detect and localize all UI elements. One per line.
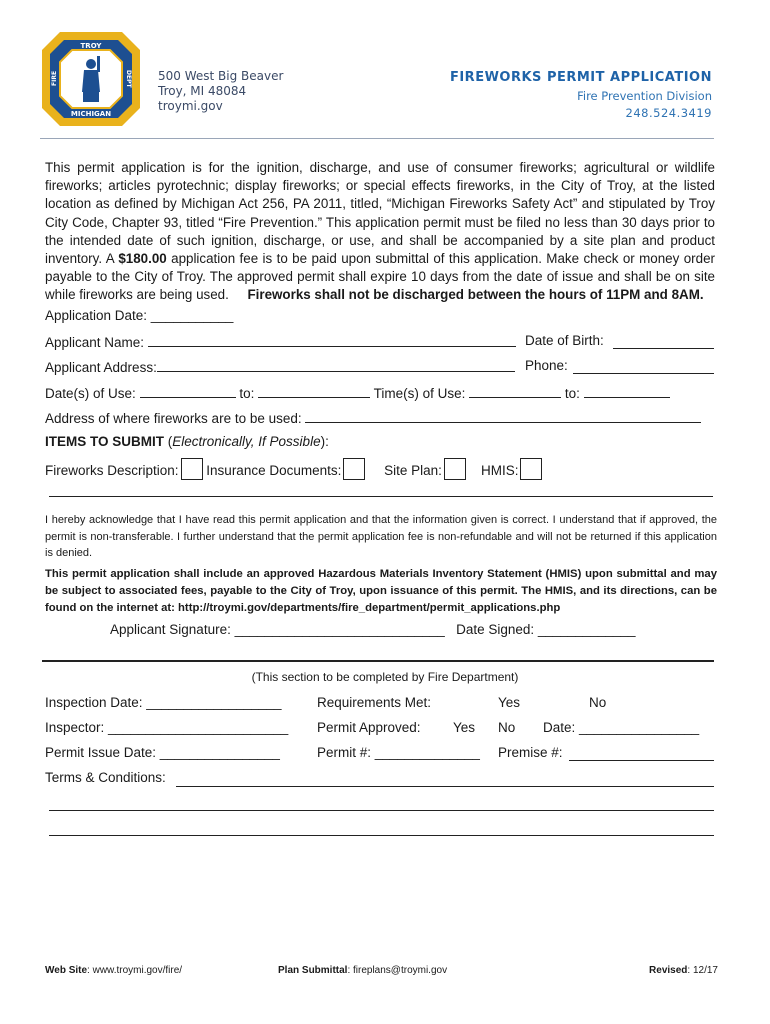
- phone-field[interactable]: [573, 360, 714, 374]
- intro-text-2: application fee is to be paid upon submittal of this application. Make check or money order payable to the City of Troy. The approved permit shall expire 10 days from the date of issue and shall be on site while fireworks are being used.: [45, 251, 715, 303]
- terms-line-3[interactable]: [49, 835, 714, 836]
- fireworks-description-checkbox[interactable]: [181, 458, 203, 480]
- intro-text-1: This permit application is for the ignition, discharge, and use of consumer fireworks; agricultural or wildlife fireworks; articles pyrotechnic; display fireworks; or special effects fireworks, in the City of Troy, at the listed location as defined by Michigan Act 256, PA 2011, titled, “Michigan Fireworks Safety Act” and stipulated by Troy City Code, Chapter 93, titled “Fire Prevention.” This application permit must be filed no less than 30 days prior to the intended date of such ignition, discharge, or use, and shall be accompanied by a site plan and product inventory. A: [45, 160, 715, 267]
- badge-figure-body: [82, 70, 100, 92]
- applicant-name-row: [45, 333, 715, 350]
- hmis-requirement-note: This permit application shall include an approved Hazardous Materials Inventory Statement (HMIS) upon submittal and may be subject to associated fees, payable to the City of Troy, upon issuance of this permit. The HMIS, and its directions, can be found on the internet at: http://troymi.gov/departments/fire_department/permit_applications.php: [45, 568, 717, 614]
- footer-revised: [649, 965, 718, 976]
- header-divider: [40, 138, 714, 139]
- items-to-submit-heading: [45, 434, 329, 449]
- applicant-address-field[interactable]: [157, 358, 515, 372]
- footer-plan-label: Plan Submittal: [278, 965, 348, 976]
- footer-website-label: Web Site: [45, 965, 88, 976]
- applicant-name-field[interactable]: [148, 333, 516, 347]
- insurance-documents-checkbox[interactable]: [343, 458, 365, 480]
- items-paren-open: (: [164, 434, 173, 449]
- permit-approved-no[interactable]: No: [498, 720, 516, 735]
- dates-of-use-label: Date(s) of Use:: [45, 386, 136, 401]
- time-of-use-end-field[interactable]: [584, 384, 670, 398]
- application-date-label: Application Date: ___________: [45, 308, 234, 323]
- approval-date-field[interactable]: Date: ________________: [543, 720, 700, 735]
- date-of-birth-label: Date of Birth:: [525, 333, 604, 348]
- footer-revised-label: Revised: [649, 965, 688, 976]
- permit-approved-yes[interactable]: Yes: [453, 720, 476, 735]
- address-of-use-row: [45, 409, 715, 426]
- permit-approved-label: Permit Approved:: [317, 720, 421, 735]
- insurance-documents-label: Insurance Documents:: [206, 463, 342, 478]
- items-checklist: [45, 458, 542, 480]
- requirements-met-no[interactable]: No: [589, 695, 607, 710]
- header-website-link[interactable]: troymi.gov: [158, 99, 223, 113]
- permit-number-field[interactable]: Permit #: ______________: [317, 745, 480, 760]
- footer-plan-email[interactable]: : fireplans@troymi.gov: [347, 965, 448, 976]
- date-of-birth-field[interactable]: [613, 335, 714, 349]
- premise-number-field[interactable]: [569, 760, 714, 761]
- phone-label: Phone:: [525, 358, 568, 373]
- applicant-name-label: Applicant Name:: [45, 335, 145, 350]
- footer-website-link[interactable]: : www.troymi.gov/fire/: [87, 965, 183, 976]
- terms-line-2[interactable]: [49, 810, 714, 811]
- discharge-hours-warning: Fireworks shall not be discharged between the hours of 11PM and 8AM.: [247, 287, 704, 303]
- premise-number-label: Premise #:: [498, 745, 563, 760]
- requirements-met-label: Requirements Met:: [317, 695, 432, 710]
- items-heading-label: ITEMS TO SUBMIT: [45, 434, 165, 449]
- site-plan-checkbox[interactable]: [444, 458, 466, 480]
- badge-figure-base: [83, 92, 99, 102]
- badge-figure-head: [86, 59, 96, 69]
- date-to-label: to:: [239, 386, 255, 401]
- troy-fire-department-logo: [40, 30, 142, 128]
- requirements-met-yes[interactable]: Yes: [498, 695, 521, 710]
- terms-line-1[interactable]: [176, 786, 714, 787]
- date-of-use-end-field[interactable]: [258, 384, 370, 398]
- address-of-use-label: Address of where fireworks are to be used:: [45, 411, 302, 426]
- terms-label: Terms & Conditions:: [45, 770, 166, 785]
- page-title: FIREWORKS PERMIT APPLICATION: [449, 70, 712, 85]
- time-to-label: to:: [564, 386, 580, 401]
- applicant-signature-field[interactable]: Applicant Signature: ____________________________: [110, 622, 445, 637]
- badge-figure-torch: [97, 56, 100, 72]
- items-subheading: Electronically, If Possible: [172, 434, 321, 449]
- time-of-use-start-field[interactable]: [469, 384, 561, 398]
- fire-department-section-note: (This section to be completed by Fire Department): [251, 670, 519, 684]
- footer-revised-date: : 12/17: [687, 965, 718, 976]
- section-divider: [49, 496, 713, 497]
- hmis-checkbox[interactable]: [520, 458, 542, 480]
- fireworks-description-label: Fireworks Description:: [45, 463, 179, 478]
- date-of-use-start-field[interactable]: [140, 384, 236, 398]
- footer-plan-submittal: [278, 965, 447, 976]
- acknowledgement-text: I hereby acknowledge that I have read this permit application and that the information given is correct. I understand that if approved, the permit is non-transferable. I further understand that the permit application fee is non-refundable and will not be returned if this application is denied.: [45, 514, 717, 559]
- times-of-use-label: Time(s) of Use:: [373, 386, 466, 401]
- division-name: Fire Prevention Division: [577, 89, 712, 103]
- address-line-2: Troy, MI 48084: [158, 84, 247, 98]
- footer-website: [45, 965, 182, 976]
- badge-text-bottom: MICHIGAN: [70, 110, 112, 118]
- intro-paragraph: [45, 159, 715, 305]
- permit-issue-date-field[interactable]: Permit Issue Date: ________________: [45, 745, 280, 760]
- badge-text-right: DEPT: [125, 70, 132, 88]
- fire-department-divider: [42, 660, 714, 662]
- address-line-1: 500 West Big Beaver: [158, 69, 284, 83]
- site-plan-label: Site Plan:: [384, 463, 442, 478]
- application-date-field[interactable]: [45, 308, 233, 323]
- header-phone: 248.524.3419: [625, 106, 712, 120]
- items-paren-close: ):: [320, 434, 329, 449]
- badge-text-left: FIRE: [51, 70, 58, 86]
- inspector-field[interactable]: Inspector: ________________________: [45, 720, 289, 735]
- inspection-date-field[interactable]: Inspection Date: __________________: [45, 695, 282, 710]
- hmis-label: HMIS:: [480, 463, 519, 478]
- signature-row: [110, 622, 636, 637]
- badge-text-top: TROY: [80, 42, 102, 50]
- date-signed-field[interactable]: Date Signed: _____________: [456, 622, 636, 637]
- applicant-address-row: [45, 358, 715, 375]
- dates-of-use-row: [45, 384, 715, 401]
- application-fee: $180.00: [118, 251, 167, 267]
- applicant-address-label: Applicant Address:: [45, 360, 157, 375]
- address-of-use-field[interactable]: [305, 409, 701, 423]
